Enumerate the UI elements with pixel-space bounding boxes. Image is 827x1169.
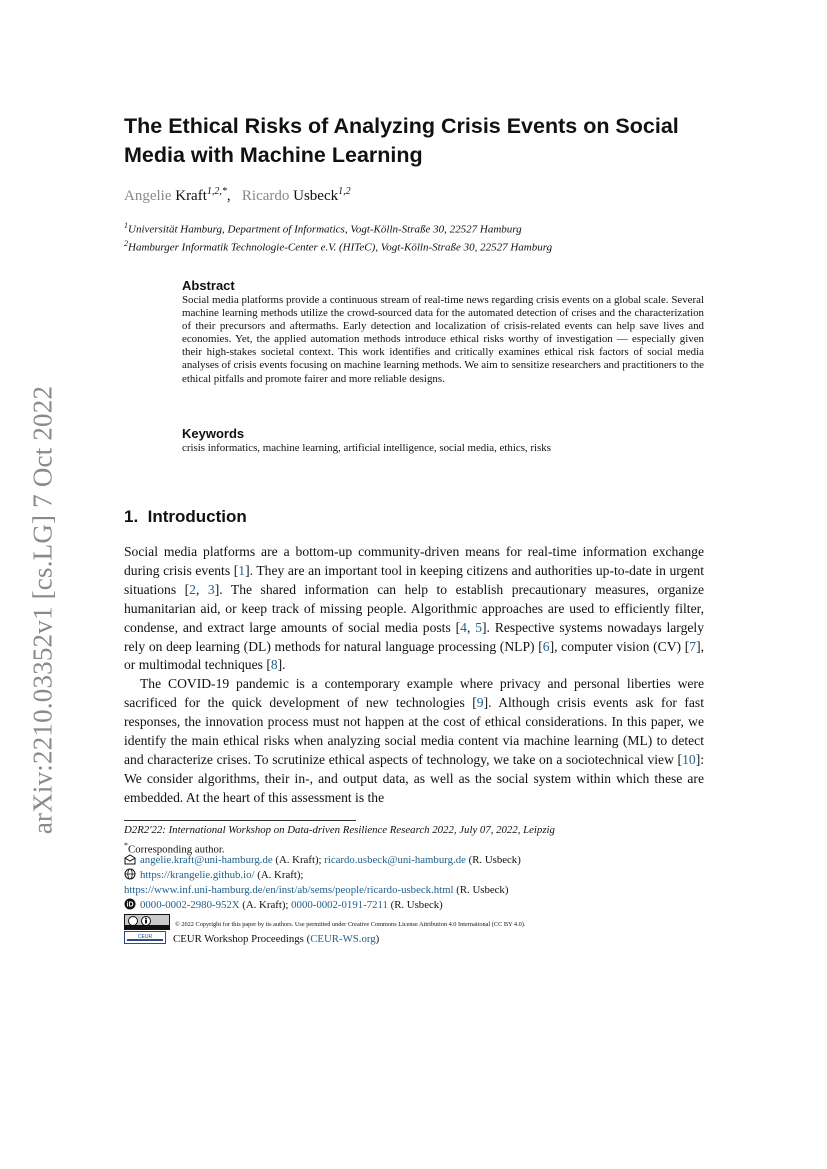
affiliation-2-text: Hamburger Informatik Technologie-Center e.V. (HITeC), Vogt-Kölln-Straße 30, 22527 Hamburg <box>128 241 553 254</box>
author-1-last: Kraft <box>175 188 207 204</box>
citation-link[interactable]: 10 <box>682 751 696 767</box>
svg-text:CEUR: CEUR <box>137 934 153 940</box>
footnote-web2 <box>124 883 724 898</box>
paragraph-2 <box>124 675 704 807</box>
ceur-link[interactable]: CEUR-WS.org <box>310 933 376 945</box>
citation-link[interactable]: 8 <box>270 657 278 673</box>
footnote-workshop <box>124 823 724 838</box>
keywords-heading: Keywords <box>182 426 245 441</box>
citation-link[interactable]: 9 <box>476 695 484 711</box>
keywords-text: crisis informatics, machine learning, artificial intelligence, social media, ethics, risks <box>182 442 551 454</box>
ceur-suffix: ) <box>375 933 380 945</box>
ceur-row <box>124 931 379 945</box>
author-1-first: Angelie <box>124 188 172 204</box>
web2-owner: (R. Usbeck) <box>453 884 509 896</box>
orcid1-owner: (A. Kraft); <box>239 899 292 911</box>
web1-owner: (A. Kraft); <box>254 869 304 881</box>
citation-link[interactable]: 1 <box>238 562 246 578</box>
author-1-sup: 1,2,* <box>206 186 227 197</box>
arxiv-stamp <box>18 375 68 845</box>
affiliation-1-text: Universität Hamburg, Department of Informatics, Vogt-Kölln-Straße 30, 22527 Hamburg <box>128 223 522 236</box>
svg-text:iD: iD <box>126 901 134 909</box>
footnote-divider <box>124 820 356 821</box>
workshop-note: D2R2'22: International Workshop on Data-driven Resilience Research 2022, July 07, 2022, Leipzig <box>124 824 555 836</box>
arxiv-stamp-text: arXiv:2210.03352v1 [cs.LG] 7 Oct 2022 <box>27 385 58 835</box>
text-run: ], computer vision (CV) [ <box>549 638 690 654</box>
text-run: ]. Although crisis events ask for fast responses, the innovation process must not happen at the cost of ethical considerations. In this paper, we identify the main ethical risks when analyzing social media content via machine learning (ML) to detect and characterize crises. To scrutinize ethical aspects of technology, we take on a sociotechnical view [ <box>124 695 704 767</box>
keywords <box>182 426 704 455</box>
abstract <box>182 278 704 386</box>
citation-link[interactable]: 7 <box>689 638 697 654</box>
citation-link[interactable]: 4 <box>460 619 467 635</box>
author-2-first: Ricardo <box>241 188 290 204</box>
email-link-kraft[interactable]: angelie.kraft@uni-hamburg.de <box>140 854 273 866</box>
text-run: The COVID-19 pandemic is a contemporary example where privacy and personal liberties were sacrificed for the quick development of new technologies [ <box>124 676 704 711</box>
abstract-text: Social media platforms provide a continuous stream of real-time news regarding crisis events on a global scale. Several machine learning methods utilize the crowd-sourced data for the automated detection of crises and the characterization of their precursors and aftermaths. Early detection and localization of crisis-related events can help save lives and economies. Yet, the applied automation methods introduce ethical risks worthy of investigation — especially given their high-stakes societal context. This work identifies and critically examines ethical risk factors of social media analyses of crisis events focusing on machine learning methods. We aim to sensitize researchers and practitioners to the ethical pitfalls and promote fairer and more reliable designs. <box>182 294 704 385</box>
copyright-text: © 2022 Copyright for this paper by its authors. Use permitted under Creative Commons License Attribution 4.0 International (CC BY 4.0). <box>175 921 526 928</box>
text-run: ]. The shared information can help to establish precautionary measures, organize humanitarian aid, or keep track of missing people. Algorithmic approaches are used to efficiently filter, condense, and extract large amounts of social media posts [ <box>124 581 705 635</box>
citation-link[interactable]: 6 <box>542 638 550 654</box>
cc-by-icon <box>124 914 170 930</box>
email2-owner: (R. Usbeck) <box>465 854 521 866</box>
orcid-link-kraft[interactable]: 0000-0002-2980-952X <box>140 899 240 911</box>
corresponding-mark: * <box>124 841 128 850</box>
ceur-prefix: CEUR Workshop Proceedings ( <box>173 933 311 945</box>
orcid-icon <box>124 898 136 915</box>
affiliation-2-num: 2 <box>124 239 128 248</box>
text-run: ], or multimodal techniques [ <box>124 638 704 673</box>
text-run: , <box>195 581 208 597</box>
author-list: Angelie Kraft$^{1,2,*}$, Ricardo Usbeck$^{1,2}$ <box>124 186 351 204</box>
affiliation-2 <box>124 239 552 254</box>
text-run: ]. <box>277 657 286 673</box>
text-run: ]. They are an important tool in keeping citizens and authorities up-to-date in urgent situations [ <box>124 562 704 597</box>
text-run: ]: We consider algorithms, their in-, and output data, as well as the social system within which these are embedded. At the heart of this assessment is the <box>124 751 704 805</box>
homepage-link-usbeck[interactable]: https://www.inf.uni-hamburg.de/en/inst/ab/sems/people/ricardo-usbeck.html <box>124 884 454 896</box>
affiliation-1-num: 1 <box>124 221 128 230</box>
affiliation-1 <box>124 221 522 236</box>
abstract-heading: Abstract <box>182 278 235 293</box>
author-2-sup: 1,2 <box>338 186 351 197</box>
citation-link[interactable]: 5 <box>475 619 483 635</box>
section-title: Introduction <box>147 507 247 526</box>
section-number: 1. <box>124 507 139 526</box>
intro-body <box>124 543 704 808</box>
text-run: Social media platforms are a bottom-up community-driven means for real-time information exchange during crisis events [ <box>124 544 704 578</box>
email1-owner: (A. Kraft); <box>272 854 325 866</box>
citation-link[interactable]: 3 <box>207 581 215 597</box>
paragraph-1 <box>124 543 704 675</box>
email-link-usbeck[interactable]: ricardo.usbeck@uni-hamburg.de <box>324 854 466 866</box>
orcid-link-usbeck[interactable]: 0000-0002-0191-7211 <box>291 899 388 911</box>
corresponding-text: Corresponding author. <box>128 843 225 856</box>
ceur-logo-icon <box>124 931 166 944</box>
author-2-last: Usbeck <box>293 188 339 204</box>
text-run: , <box>466 619 476 635</box>
footnote-orcid <box>124 898 724 915</box>
citation-link[interactable]: 2 <box>189 581 196 597</box>
text-run: ]. Respective systems nowadays largely rely on deep learning (DL) methods for natural language processing (NLP) [ <box>124 619 704 654</box>
orcid2-owner: (R. Usbeck) <box>387 899 443 911</box>
section-heading <box>124 507 247 527</box>
homepage-link-kraft[interactable]: https://krangelie.github.io/ <box>140 869 255 881</box>
paper-title: The Ethical Risks of Analyzing Crisis Events on Social Media with Machine Learning <box>124 114 679 167</box>
copyright-row <box>124 914 525 930</box>
